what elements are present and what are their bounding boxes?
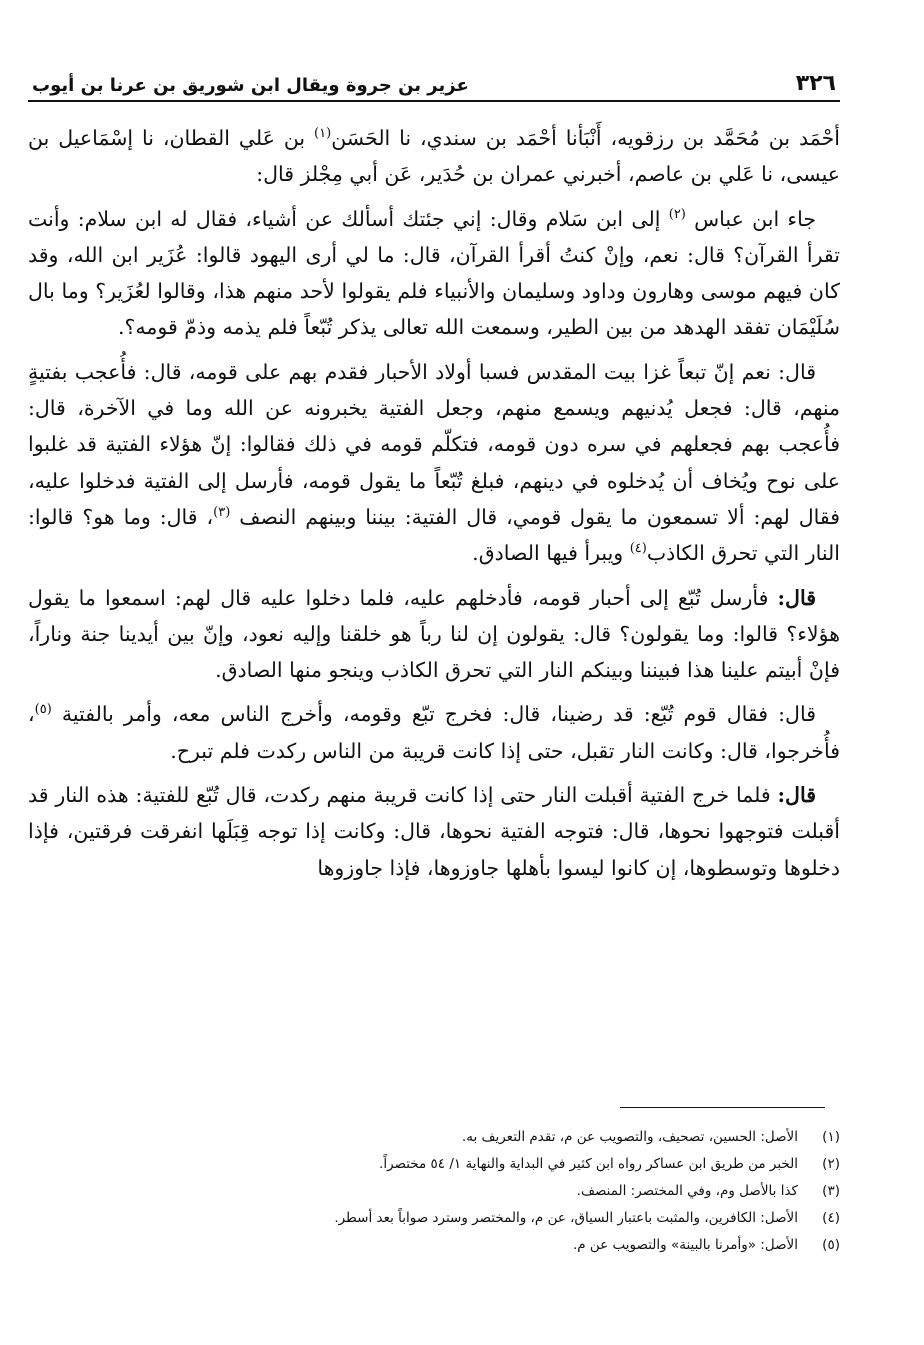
footnote-number: (٢) (822, 1156, 840, 1172)
footnote-ref-2: (٢) (668, 206, 686, 222)
footnote-ref-3: (٣) (213, 505, 231, 521)
footnote-text: الأصل: «وأمرنا بالبينة» والتصويب عن م. (572, 1237, 798, 1253)
footnote-ref-5: (٥) (34, 702, 52, 718)
running-title: عزير بن جروة ويقال ابن شوريق بن عرنا بن أيوب (32, 75, 469, 96)
paragraph-lead: قال: (777, 585, 816, 610)
footnote-number: (٥) (822, 1237, 840, 1253)
text-segment: بن عَلي القطان، نا إسْمَاعيل بن عيسى، نا عَلي بن عاصم، أخبرني عمران بن حُدَير، عَن أبي مِجْلز قال: (28, 126, 840, 187)
text-segment: ، فأُخرجوا، قال: وكانت النار تقبل، حتى إذا كانت قريبة من الناس ركدت فلم تبرح. (28, 702, 840, 763)
paragraph-isnad (28, 120, 840, 193)
paragraph-5 (28, 696, 840, 769)
text-segment: إلى ابن سَلام وقال: إني جئتك أسألك عن أشياء، فقال له ابن سلام: وأنت تقرأ القرآن؟ قال: نعم، وإنْ كنتُ أقرأ القرآن، قال: ما لي أرى اليهود قالوا: عُزَير ابن الله، وقد كان فيهم موسى وهارون وداود وسليمان والأنبياء فلم يقولوا لأحد منهم هذا، وقالوا لعُزَير؟ وما بال سُلَيْمَان تفقد الهدهد من بين الطير، وسمعت الله تعالى يذكر تُبّعاً فلم يذمه وذمّ قومه؟. (28, 206, 840, 340)
text-segment: قال: فقال قوم تُبّع: قد رضينا، قال: فخرج تبّع وقومه، وأخرج الناس معه، وأمر بالفتية (51, 702, 816, 727)
footnote-ref-4: (٤) (629, 541, 647, 557)
footnote-item (100, 1232, 840, 1259)
text-segment: ، قال: وما هو؟ قالوا: النار التي تحرق الكاذب (28, 504, 840, 566)
page-number: ٣٢٦ (795, 71, 836, 96)
footnote-text: الأصل: الحسين، تصحيف، والتصويب عن م، تقدم التعريف به. (461, 1129, 798, 1145)
footnote-number: (٣) (822, 1183, 840, 1199)
text-segment: قال: نعم إنّ تبعاً غزا بيت المقدس فسبا أولاد الأحبار فقدم بهم على قومه، قال: فأُعجب بفتيةٍ منهم، قال: فجعل يُدنيهم ويسمع منهم، وجعل الفتية يخبرونه عن الله وما في الآخرة، قال: فأُعجب بهم فجعلهم في سره دون قومه، فتكلّم قومه في ذلك فقالوا: إنّ هؤلاء الفتية قد غلبوا على نوح ويُخاف أن يُدخلوه في دينهم، فبلغ تُبّعاً ما يقول قومه، فأرسل إلى الفتية فدخلوا عليه، فقال لهم: ألا تسمعون ما يقول قومي، قال الفتية: بيننا وبينهم النصف (28, 359, 841, 529)
text-segment: فأرسل تُبّع إلى أحبار قومه، فأدخلهم عليه، فلما دخلوا عليه قال لهم: اسمعوا ما يقول هؤلاء؟ قالوا: وما يقولون؟ قال: يقولون إن لنا رباً هو خلقنا وإليه نعود، وإنّ بين أيدينا جنة وناراً، فإنْ أبيتم علينا هذا فبيننا وبينكم النار التي تحرق الكاذب وينجو منها الصادق. (28, 585, 840, 683)
main-text (28, 120, 840, 894)
paragraph-2 (28, 201, 840, 346)
footnotes-list (100, 1124, 840, 1259)
text-segment: ويبرأ فيها الصادق. (472, 541, 630, 566)
footnote-divider (620, 1107, 825, 1108)
footnote-text: كذا بالأصل وم، وفي المختصر: المنصف. (576, 1183, 798, 1199)
footnote-number: (٤) (822, 1210, 840, 1226)
footnote-ref-1: (١) (314, 126, 332, 142)
footnote-item (100, 1151, 840, 1178)
footnote-text: الخبر من طريق ابن عساكر رواه ابن كثير في البداية والنهاية ١/ ٥٤ مختصراً. (379, 1156, 798, 1172)
text-segment: فلما خرج الفتية أقبلت النار حتى إذا كانت قريبة منهم ركدت، قال تُبّع للفتية: هذه النار قد أقبلت فتوجهوا نحوها، قال: فتوجه الفتية نحوها، قال: وكانت إذا توجه قِبَلَها انفرقت فرقتين، فإذا دخلوها وتوسطوها، إن كانوا ليسوا بأهلها جاوزوها، فإذا جاوزوها (28, 783, 840, 880)
footnote-item (100, 1124, 840, 1151)
paragraph-lead: قال: (777, 783, 816, 808)
paragraph-4 (28, 580, 840, 689)
text-segment: جاء ابن عباس (685, 206, 816, 231)
text-segment: أحْمَد بن مُحَمَّد بن رزقويه، أَنْبَأنا أحْمَد بن سندي، نا الحَسَن (331, 126, 840, 150)
paragraph-3 (28, 354, 840, 572)
page-header (28, 62, 840, 102)
footnote-item (100, 1178, 840, 1205)
paragraph-6 (28, 777, 840, 886)
footnote-number: (١) (822, 1129, 840, 1145)
footnote-text: الأصل: الكافرين، والمثبت باعتبار السياق، عن م، والمختصر وسترد صواباً بعد أسطر. (334, 1210, 798, 1226)
footnote-item (100, 1205, 840, 1232)
